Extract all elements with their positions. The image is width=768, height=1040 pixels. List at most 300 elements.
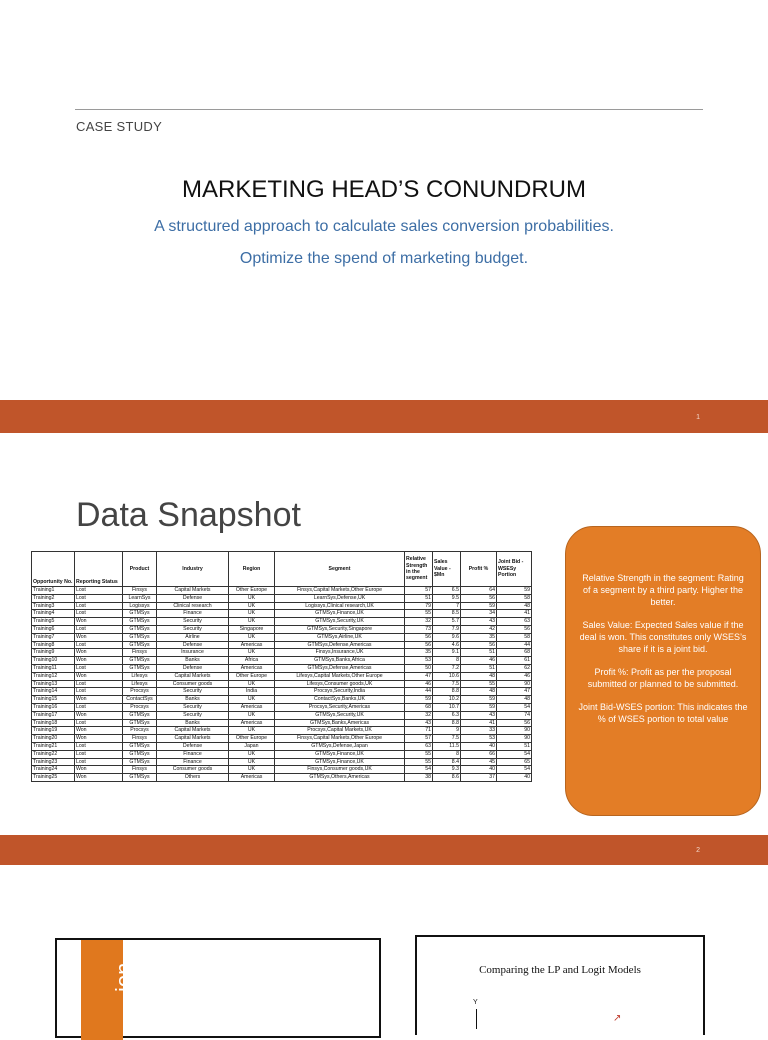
table-cell: 46 (405, 680, 433, 688)
table-cell: Security (157, 703, 229, 711)
table-cell: Training14 (32, 688, 75, 696)
table-cell: 56 (497, 625, 532, 633)
y-axis-label: Y (473, 999, 478, 1006)
table-cell: Lost (75, 719, 123, 727)
table-cell: ContactSys (123, 696, 157, 704)
table-cell: Lost (75, 750, 123, 758)
table-cell: 56 (497, 719, 532, 727)
table-cell: 44 (405, 688, 433, 696)
table-row (32, 625, 532, 633)
table-cell: 90 (497, 680, 532, 688)
table-cell: 37 (461, 774, 497, 782)
table-cell: Finance (157, 610, 229, 618)
table-cell: GTMSys,Defense,Americas (275, 664, 405, 672)
table-cell: Other Europe (229, 587, 275, 595)
table-cell: Security (157, 688, 229, 696)
table-row (32, 618, 532, 626)
table-cell: Lost (75, 641, 123, 649)
table-cell: Lost (75, 703, 123, 711)
table-cell: 65 (497, 758, 532, 766)
table-cell: Procsys (123, 688, 157, 696)
table-cell: 41 (461, 719, 497, 727)
table-cell: Americas (229, 719, 275, 727)
table-cell: 9.3 (433, 766, 461, 774)
table-cell: 8.4 (433, 758, 461, 766)
table-cell: 59 (405, 696, 433, 704)
table-cell: Finsys,Consumer goods,UK (275, 766, 405, 774)
table-cell: 47 (405, 672, 433, 680)
table-body (32, 587, 532, 782)
table-cell: Training8 (32, 641, 75, 649)
table-cell: Capital Markets (157, 735, 229, 743)
header-cell: Product (123, 552, 157, 587)
table-cell: 32 (405, 618, 433, 626)
table-cell: 11.5 (433, 742, 461, 750)
table-cell: 9 (433, 727, 461, 735)
table-cell: 58 (497, 633, 532, 641)
table-cell: Training13 (32, 680, 75, 688)
table-cell: Finsys (123, 649, 157, 657)
table-row (32, 610, 532, 618)
table-cell: Won (75, 711, 123, 719)
table-cell: 53 (461, 735, 497, 743)
table-cell: Training11 (32, 664, 75, 672)
table-cell: Training18 (32, 719, 75, 727)
slide3-chart-panel (415, 935, 705, 1035)
table-cell: UK (229, 610, 275, 618)
table-row (32, 649, 532, 657)
table-row (32, 657, 532, 665)
table-cell: 59 (497, 587, 532, 595)
note-joint-bid: Joint Bid-WSES portion: This indicates the % of WSES portion to total value (578, 702, 748, 724)
table-cell: Defense (157, 594, 229, 602)
table-cell: Training5 (32, 618, 75, 626)
table-cell: 8.5 (433, 610, 461, 618)
table-cell: GTMSys (123, 711, 157, 719)
table-cell: 64 (461, 587, 497, 595)
table-cell: 34 (461, 610, 497, 618)
case-study-label: CASE STUDY (76, 119, 163, 134)
table-header-row (32, 552, 532, 587)
table-cell: Finsys,Capital Markets,Other Europe (275, 735, 405, 743)
page-number-2: 2 (696, 847, 700, 854)
table-cell: 66 (461, 750, 497, 758)
table-row (32, 758, 532, 766)
table-cell: 73 (405, 625, 433, 633)
header-cell: Sales Value - $Mn (433, 552, 461, 587)
table-cell: 32 (405, 711, 433, 719)
table-cell: Training21 (32, 742, 75, 750)
table-cell: Lifesys (123, 680, 157, 688)
table-cell: Won (75, 633, 123, 641)
table-cell: Airline (157, 633, 229, 641)
header-cell: Relative Strength in the segment (405, 552, 433, 587)
table-cell: GTMSys (123, 774, 157, 782)
table-cell: 7.2 (433, 664, 461, 672)
table-cell: Capital Markets (157, 672, 229, 680)
table-cell: Training6 (32, 625, 75, 633)
table-row (32, 742, 532, 750)
table-cell: GTMSys,Defense,Americas (275, 641, 405, 649)
table-cell: 55 (405, 610, 433, 618)
table-cell: 40 (497, 774, 532, 782)
orange-side-strip (81, 940, 136, 1040)
table-cell: Lost (75, 587, 123, 595)
table-cell: 54 (497, 703, 532, 711)
table-cell: Lifesys (123, 672, 157, 680)
table-cell: GTMSys,Banks,Africa (275, 657, 405, 665)
table-cell: Won (75, 735, 123, 743)
table-cell: Procsys (123, 727, 157, 735)
table-cell: Lost (75, 758, 123, 766)
table-cell: 68 (405, 703, 433, 711)
table-row (32, 766, 532, 774)
table-cell: Banks (157, 657, 229, 665)
table-cell: 79 (405, 602, 433, 610)
table-cell: 8 (433, 750, 461, 758)
table-cell: 56 (405, 633, 433, 641)
table-cell: 9.5 (433, 594, 461, 602)
table-cell: 54 (497, 750, 532, 758)
table-cell: Procsys,Security,Americas (275, 703, 405, 711)
table-cell: UK (229, 766, 275, 774)
table-cell: Finsys (123, 766, 157, 774)
table-cell: Lost (75, 602, 123, 610)
table-cell: 5.7 (433, 618, 461, 626)
table-cell: Defense (157, 742, 229, 750)
table-cell: UK (229, 633, 275, 641)
page-number-1: 1 (696, 414, 700, 421)
table-cell: Capital Markets (157, 587, 229, 595)
table-cell: LearnSys (123, 594, 157, 602)
table-cell: GTMSys (123, 664, 157, 672)
table-row (32, 633, 532, 641)
table-cell: Lifesys,Consumer goods,UK (275, 680, 405, 688)
table-cell: 90 (497, 727, 532, 735)
table-cell: 57 (405, 587, 433, 595)
table-cell: 55 (405, 758, 433, 766)
table-row (32, 750, 532, 758)
header-cell: Joint Bid - WSESy Portion (497, 552, 532, 587)
table-cell: Procsys (123, 703, 157, 711)
table-cell: Won (75, 649, 123, 657)
table-cell: Security (157, 618, 229, 626)
table-cell: Won (75, 727, 123, 735)
table-cell: 55 (405, 750, 433, 758)
table-cell: Training7 (32, 633, 75, 641)
title-slide (0, 0, 768, 400)
table-cell: Training15 (32, 696, 75, 704)
table-cell: 48 (497, 602, 532, 610)
table-cell: GTMSys,Defense,Japan (275, 742, 405, 750)
table-row (32, 735, 532, 743)
table-cell: GTMSys (123, 610, 157, 618)
table-cell: 56 (461, 641, 497, 649)
table-cell: UK (229, 649, 275, 657)
table-cell: GTMSys (123, 633, 157, 641)
subtitle-line-1: A structured approach to calculate sales conversion probabilities. (154, 218, 614, 235)
table-cell: 47 (497, 688, 532, 696)
table-cell: UK (229, 594, 275, 602)
table-cell: GTMSys,Finance,UK (275, 610, 405, 618)
table-cell: Security (157, 711, 229, 719)
header-cell: Opportunity No. (32, 552, 75, 587)
table-cell: 35 (405, 649, 433, 657)
table-row (32, 602, 532, 610)
table-cell: 54 (405, 766, 433, 774)
table-cell: Training3 (32, 602, 75, 610)
table-cell: 8.8 (433, 688, 461, 696)
table-cell: GTMSys,Others,Americas (275, 774, 405, 782)
table-cell: 68 (497, 649, 532, 657)
table-cell: Training25 (32, 774, 75, 782)
table-cell: 48 (497, 696, 532, 704)
table-cell: 62 (497, 664, 532, 672)
table-cell: 8.8 (433, 719, 461, 727)
note-profit: Profit %: Profit as per the proposal submitted or planned to be submitted. (587, 667, 739, 689)
subtitle-line-2: Optimize the spend of marketing budget. (239, 250, 529, 267)
table-cell: Finsys (123, 735, 157, 743)
table-cell: Training9 (32, 649, 75, 657)
table-cell: Americas (229, 641, 275, 649)
table-row (32, 641, 532, 649)
table-row (32, 672, 532, 680)
table-cell: 6.5 (433, 587, 461, 595)
header-cell: Reporting Status (75, 552, 123, 587)
data-snapshot-title: Data Snapshot (76, 496, 301, 534)
table-cell: Lifesys,Capital Markets,Other Europe (275, 672, 405, 680)
table-cell: 90 (497, 735, 532, 743)
table-cell: 6.3 (433, 711, 461, 719)
table-cell: 51 (461, 664, 497, 672)
table-cell: 53 (405, 657, 433, 665)
header-cell: Profit % (461, 552, 497, 587)
table-cell: GTMSys,Airline,UK (275, 633, 405, 641)
chart-title: Comparing the LP and Logit Models (479, 964, 641, 976)
table-row (32, 594, 532, 602)
table-cell: Lost (75, 594, 123, 602)
note-relative-strength: Relative Strength in the segment: Rating of a segment by a third party. Higher the better. (582, 573, 744, 607)
table-cell: 43 (461, 618, 497, 626)
table-cell: Capital Markets (157, 727, 229, 735)
table-cell: Finance (157, 758, 229, 766)
table-cell: Training1 (32, 587, 75, 595)
table-cell: GTMSys (123, 625, 157, 633)
table-cell: Americas (229, 703, 275, 711)
table-cell: 71 (405, 727, 433, 735)
table-row (32, 587, 532, 595)
table-cell: 7.9 (433, 625, 461, 633)
table-cell: 51 (405, 594, 433, 602)
table-cell: UK (229, 602, 275, 610)
table-cell: GTMSys (123, 750, 157, 758)
table-cell: GTMSys (123, 657, 157, 665)
table-cell: 43 (405, 719, 433, 727)
table-cell: UK (229, 727, 275, 735)
table-cell: Consumer goods (157, 766, 229, 774)
table-row (32, 680, 532, 688)
table-cell: Other Europe (229, 672, 275, 680)
table-cell: Lost (75, 742, 123, 750)
table-cell: 10.7 (433, 703, 461, 711)
table-cell: Training10 (32, 657, 75, 665)
table-cell: ContactSys,Banks,UK (275, 696, 405, 704)
table-cell: 51 (461, 649, 497, 657)
table-cell: 51 (497, 742, 532, 750)
table-cell: Finance (157, 750, 229, 758)
table-cell: Americas (229, 664, 275, 672)
table-cell: 41 (497, 610, 532, 618)
table-cell: 50 (405, 664, 433, 672)
table-cell: Training19 (32, 727, 75, 735)
table-cell: UK (229, 750, 275, 758)
table-cell: 59 (461, 703, 497, 711)
table-cell: 8 (433, 657, 461, 665)
table-cell: 54 (497, 766, 532, 774)
table-cell: UK (229, 696, 275, 704)
table-cell: 61 (497, 657, 532, 665)
table-row (32, 774, 532, 782)
table-cell: 58 (497, 594, 532, 602)
table-cell: 59 (461, 602, 497, 610)
table-cell: 7.5 (433, 735, 461, 743)
table-row (32, 696, 532, 704)
table-cell: 9.6 (433, 633, 461, 641)
table-cell: 56 (461, 594, 497, 602)
table-cell: 55 (461, 680, 497, 688)
note-sales-value: Sales Value: Expected Sales value if the deal is won. This constitutes only WSES’s share if it is a joint bid. (579, 620, 747, 654)
table-cell: 63 (497, 618, 532, 626)
table-cell: GTMSys,Security,Singapore (275, 625, 405, 633)
table-cell: 4.6 (433, 641, 461, 649)
table-row (32, 664, 532, 672)
table-cell: UK (229, 711, 275, 719)
table-cell: Won (75, 618, 123, 626)
table-row (32, 711, 532, 719)
table-row (32, 727, 532, 735)
header-cell: Segment (275, 552, 405, 587)
table-cell: Training16 (32, 703, 75, 711)
table-cell: Singapore (229, 625, 275, 633)
table-cell: GTMSys (123, 742, 157, 750)
table-cell: Training22 (32, 750, 75, 758)
header-cell: Region (229, 552, 275, 587)
table-cell: 35 (461, 633, 497, 641)
table-cell: UK (229, 680, 275, 688)
table-cell: 48 (461, 672, 497, 680)
table-cell: 63 (405, 742, 433, 750)
table-row (32, 719, 532, 727)
table-cell: 56 (405, 641, 433, 649)
table-cell: 7.5 (433, 680, 461, 688)
table-cell: 74 (497, 711, 532, 719)
table-cell: 7 (433, 602, 461, 610)
definitions-note-box (565, 526, 761, 816)
table-cell: Training17 (32, 711, 75, 719)
table-row (32, 688, 532, 696)
table-cell: Security (157, 625, 229, 633)
table-cell: Banks (157, 719, 229, 727)
table-cell: GTMSys (123, 618, 157, 626)
table-cell: Lost (75, 610, 123, 618)
table-cell: Training4 (32, 610, 75, 618)
table-cell: UK (229, 618, 275, 626)
table-cell: 43 (461, 711, 497, 719)
slide-footer-band-2 (0, 835, 768, 865)
table-cell: Defense (157, 664, 229, 672)
divider-line (75, 109, 703, 110)
table-cell: 9.1 (433, 649, 461, 657)
table-cell: 48 (461, 688, 497, 696)
table-cell: 59 (461, 696, 497, 704)
table-cell: Finsys,Capital Markets,Other Europe (275, 587, 405, 595)
table-cell: Africa (229, 657, 275, 665)
table-cell: Clinical research (157, 602, 229, 610)
table-cell: Training20 (32, 735, 75, 743)
table-cell: Lost (75, 680, 123, 688)
table-cell: Lost (75, 664, 123, 672)
slide3-left-panel (55, 938, 381, 1038)
table-cell: Procsys,Security,India (275, 688, 405, 696)
table-cell: Insurance (157, 649, 229, 657)
table-cell: Won (75, 766, 123, 774)
table-cell: 10.2 (433, 696, 461, 704)
table-cell: Defense (157, 641, 229, 649)
table-cell: Training12 (32, 672, 75, 680)
header-cell: Industry (157, 552, 229, 587)
table-cell: GTMSys,Banks,Americas (275, 719, 405, 727)
table-cell: Won (75, 696, 123, 704)
table-cell: Consumer goods (157, 680, 229, 688)
table-cell: 46 (461, 657, 497, 665)
table-cell: Training23 (32, 758, 75, 766)
table-cell: Finsys (123, 587, 157, 595)
table-cell: 46 (497, 672, 532, 680)
table-cell: Procsys,Capital Markets,UK (275, 727, 405, 735)
table-cell: GTMSys,Finance,UK (275, 758, 405, 766)
table-cell: 42 (461, 625, 497, 633)
table-cell: Lost (75, 625, 123, 633)
table-cell: Americas (229, 774, 275, 782)
slide-title: MARKETING HEAD’S CONUNDRUM (181, 176, 586, 203)
table-cell: UK (229, 758, 275, 766)
table-cell: Other Europe (229, 735, 275, 743)
table-cell: LearnSys,Defense,UK (275, 594, 405, 602)
table-cell: Won (75, 672, 123, 680)
table-cell: Logissys (123, 602, 157, 610)
slide-footer-band-1 (0, 400, 768, 433)
table-cell: 40 (461, 766, 497, 774)
y-axis-line (476, 1009, 477, 1029)
table-cell: 33 (461, 727, 497, 735)
table-cell: Logissys,Clinical research,UK (275, 602, 405, 610)
table-cell: Japan (229, 742, 275, 750)
table-cell: GTMSys (123, 719, 157, 727)
table-cell: India (229, 688, 275, 696)
table-cell: Finsys,Insurance,UK (275, 649, 405, 657)
table-cell: GTMSys (123, 641, 157, 649)
data-table (31, 551, 532, 782)
table-cell: Banks (157, 696, 229, 704)
table-cell: Lost (75, 688, 123, 696)
arrow-icon: ↗ (613, 1013, 622, 1024)
table-cell: 57 (405, 735, 433, 743)
table-cell: Training2 (32, 594, 75, 602)
table-cell: 40 (461, 742, 497, 750)
table-cell: GTMSys (123, 758, 157, 766)
vertical-heading: ion (111, 962, 136, 992)
table-cell: 45 (461, 758, 497, 766)
